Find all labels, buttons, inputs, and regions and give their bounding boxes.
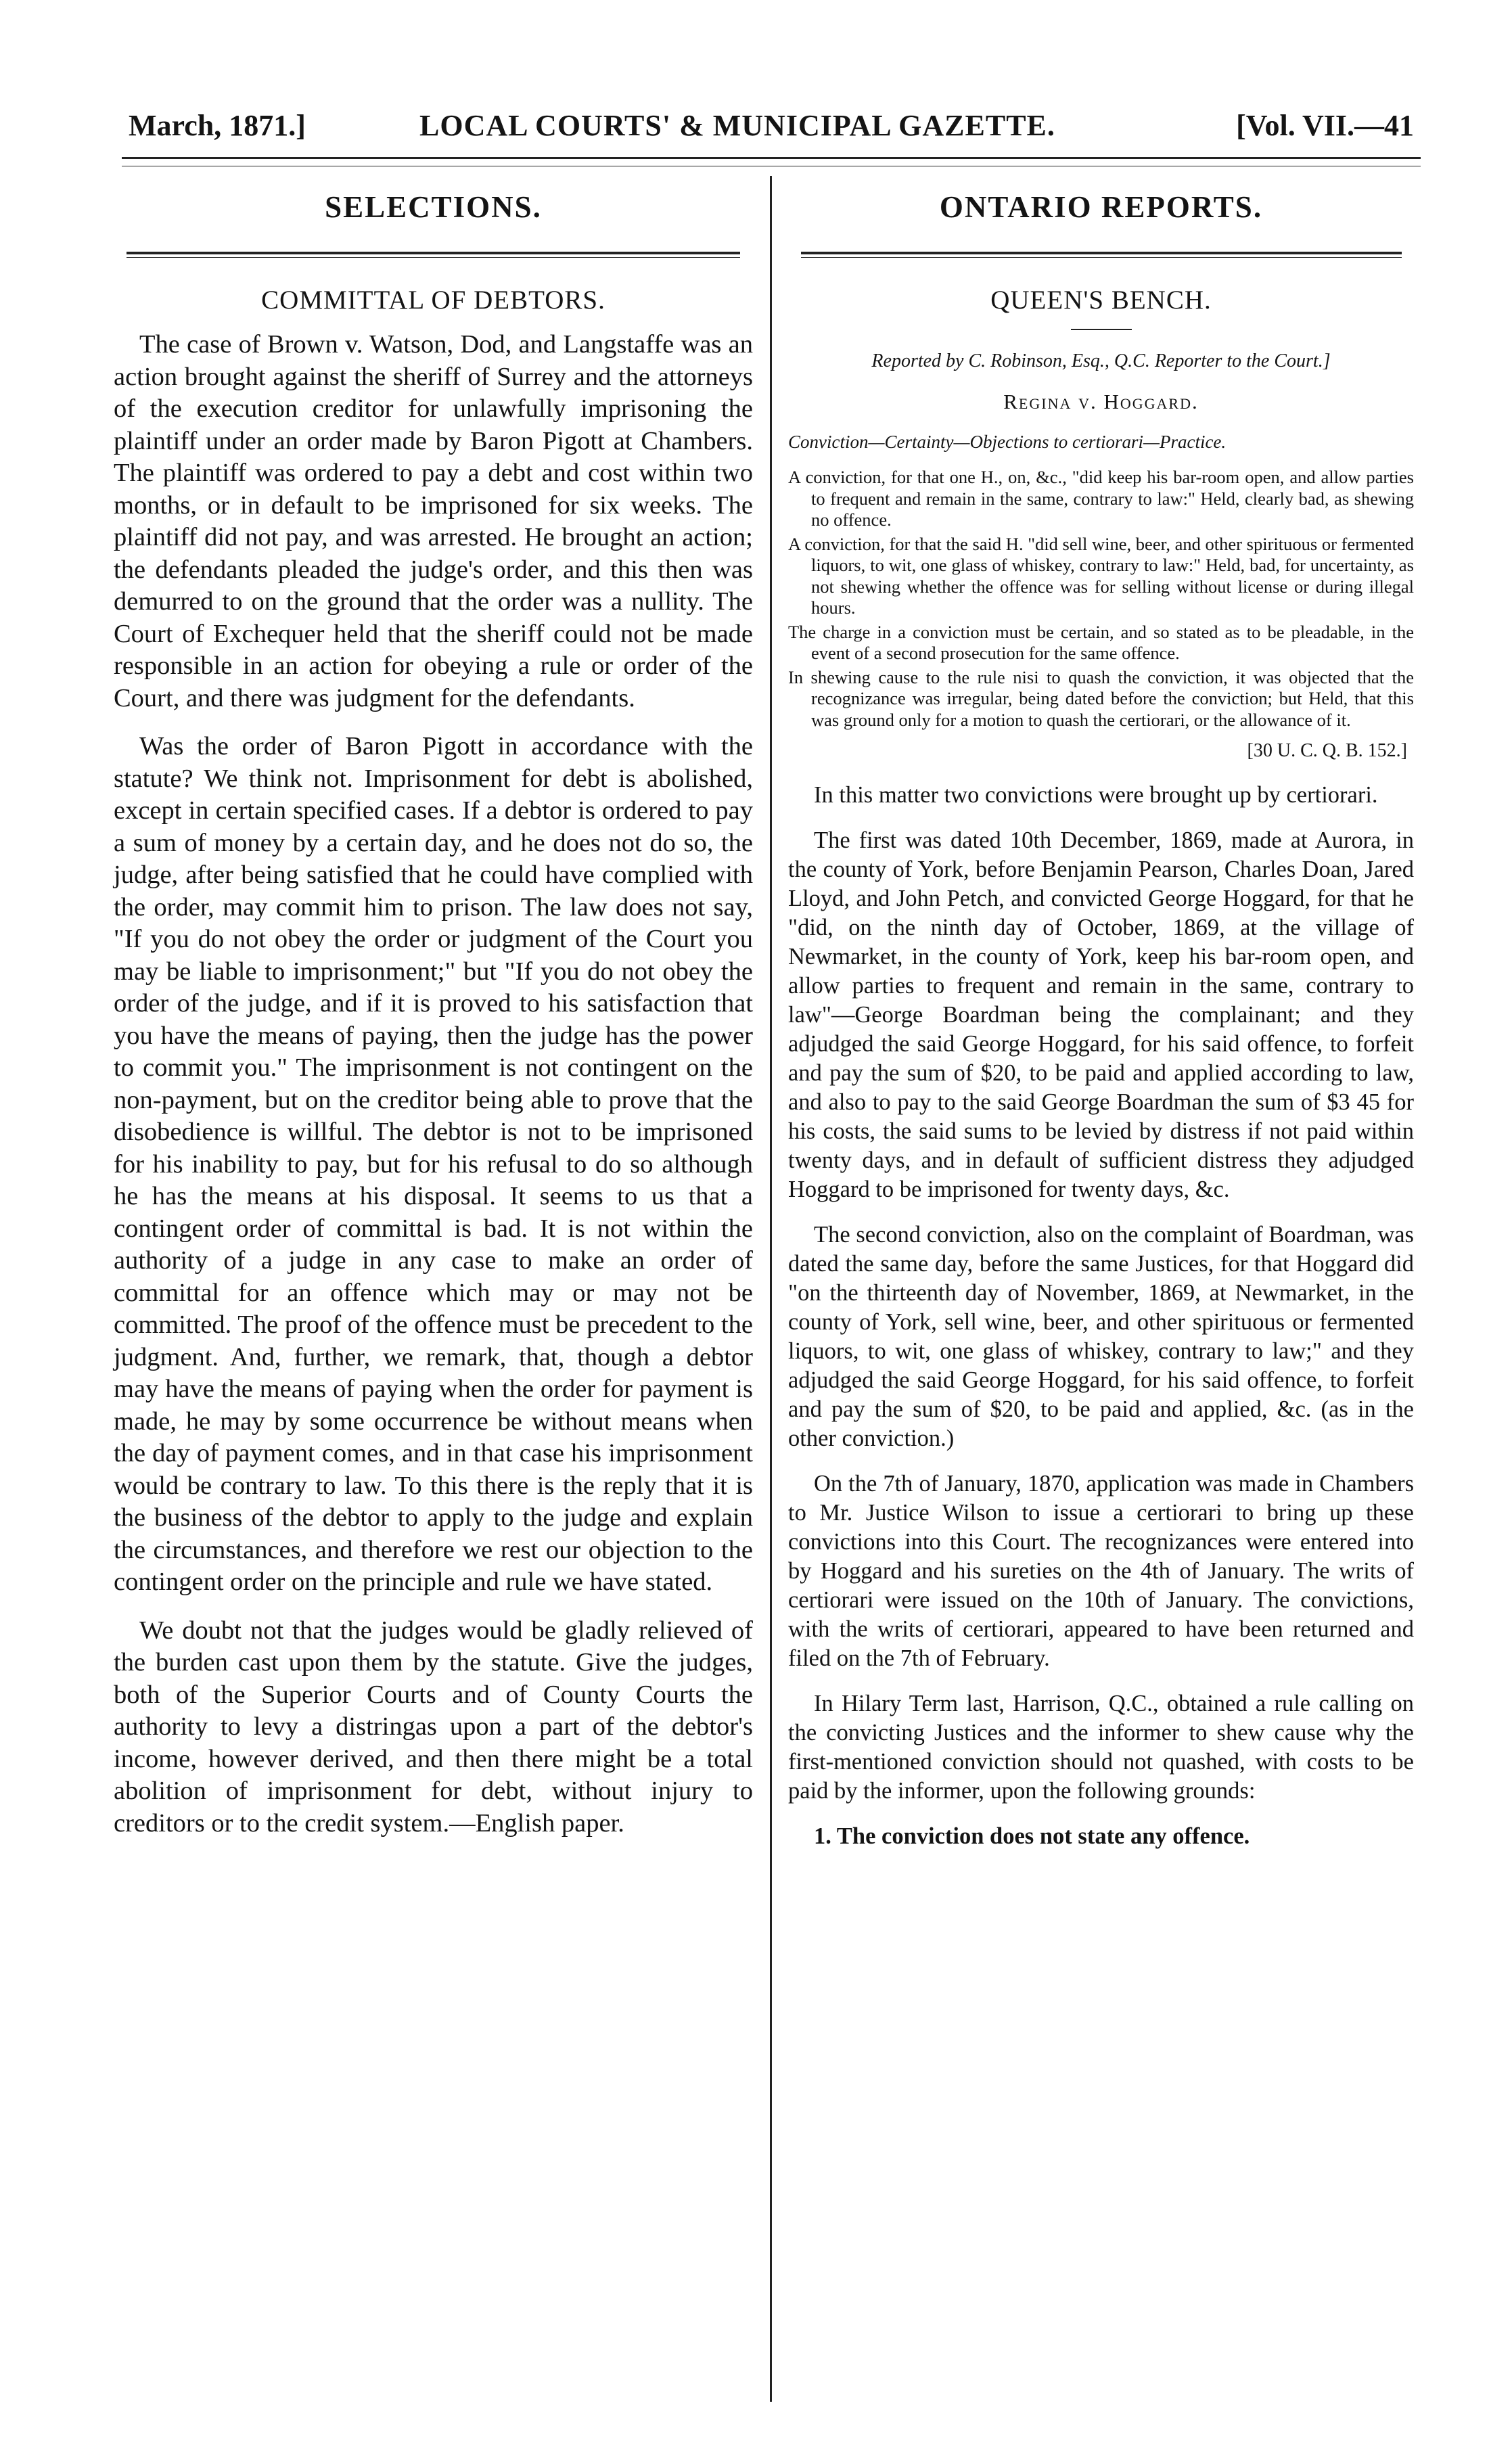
- article-paragraph: We doubt not that the judges would be gladly relieved of the burden cast upon them by the statute. Give the judges, both of the Superior Courts and of County Courts the authority to levy a distringas upon a part of the debtor's income, however derived, and then there might be a total abolition of imprisonment for debt, without injury to creditors or to the credit system.—English paper.: [114, 1616, 753, 1838]
- headnote: In shewing cause to the rule nisi to quash the conviction, it was objected that the recognizance was irregular, being dated before the conviction; but Held, that this was ground only for a motion to quash the certiorari, or the allowance of it.: [788, 666, 1414, 730]
- report-paragraph: The second conviction, also on the complaint of Boardman, was dated the same day, before the same Justices, for that Hoggard did "on the thirteenth day of November, 1869, at Newmarket, in the county of York, sell wine, beer, and other spirituous or fermented liquors, to wit, one glass of whiskey, contrary to law;" and they adjudged the said George Hoggard, for his said offence, to forfeit and pay the sum of $20, to be paid and applied, &c. (as in the other conviction.): [788, 1222, 1414, 1451]
- page-header: [129, 101, 1414, 149]
- column-divider: [770, 176, 772, 2402]
- report-paragraph: In Hilary Term last, Harrison, Q.C., obtained a rule calling on the convicting Justices and the informer to shew cause why the first-mentioned conviction should not quashed, with costs to be paid by the informer, upon the following grounds:: [788, 1691, 1414, 1804]
- section-title-ontario-reports: ONTARIO REPORTS.: [939, 190, 1263, 224]
- report-paragraph: The first was dated 10th December, 1869, made at Aurora, in the county of York, before Benjamin Pearson, Charles Doan, Jared Lloyd, and John Petch, and convicted George Hoggard, for that he "did, on the ninth day of October, 1869, at the village of Newmarket, in the county of York, keep his bar-room open, and allow parties to frequent and remain in the same, contrary to law"—George Boardman being the complainant; and they adjudged the said George Hoggard, for his said offence, to forfeit and pay the sum of $20, to be paid and applied according to law, and also to pay to the said George Boardman the sum of $3 45 for his costs, the said sums to be levied by distress if not paid within twenty days, and in default of sufficient distress they adjudged Hoggard to be imprisoned for twenty days, &c.: [788, 827, 1414, 1202]
- headnote: The charge in a conviction must be certain, and so stated as to be pleadable, in the event of a second prosecution for the same offence.: [788, 621, 1414, 663]
- case-name: Regina v. Hoggard.: [1003, 390, 1199, 413]
- headnote: A conviction, for that one H., on, &c., "did keep his bar-room open, and allow parties to frequent and remain in the same, contrary to law:" Held, clearly bad, as shewing no offence.: [788, 467, 1414, 530]
- header-rule: [122, 157, 1421, 166]
- short-rule: [1071, 329, 1132, 330]
- header-date: March, 1871.]: [129, 109, 306, 142]
- section-title-selections: SELECTIONS.: [325, 190, 542, 224]
- article-title: COMMITTAL OF DEBTORS.: [261, 286, 605, 315]
- headnote: A conviction, for that the said H. "did sell wine, beer, and other spirituous or fermented liquors, to wit, one glass of whiskey, contrary to law:" Held, bad, for uncertainty, as not shewing whether the offence was for selling without license or during illegal hours.: [788, 533, 1414, 618]
- reporter-line: Reported by C. Robinson, Esq., Q.C. Reporter to the Court.]: [871, 350, 1331, 371]
- left-column: [114, 183, 753, 1840]
- header-volume-page: [Vol. VII.—41: [1236, 109, 1414, 142]
- section-rule: [801, 252, 1402, 258]
- catchwords: Conviction—Certainty—Objections to certiorari—Practice.: [788, 432, 1227, 452]
- ground-item: 1. The conviction does not state any offence.: [814, 1823, 1250, 1849]
- section-rule: [127, 252, 740, 258]
- report-paragraph: On the 7th of January, 1870, application was made in Chambers to Mr. Justice Wilson to issue a certiorari to bring up these convictions into this Court. The recognizances were entered into by Hoggard and his sureties on the 4th of January. The writs of certiorari were issued on the 10th of January. The convictions, with the writs of certiorari, appeared to have been returned and filed on the 7th of February.: [788, 1471, 1414, 1671]
- header-journal-title: LOCAL COURTS' & MUNICIPAL GAZETTE.: [419, 109, 1055, 142]
- article-paragraph: Was the order of Baron Pigott in accordance with the statute? We think not. Imprisonment for debt is abolished, except in certain specified cases. If a debtor is ordered to pay a sum of money by a certain day, and he does not do so, the judge, after being satisfied that he could have complied with the order, may commit him to prison. The law does not say, "If you do not obey the order or judgment of the Court you may be liable to imprisonment;" but "If you do not obey the order of the judge, and if it is proved to his satisfaction that you have the means of paying, then the judge has the power to commit you." The imprisonment is not contingent on the non-payment, but on the creditor being able to prove that the disobedience is willful. The debtor is not to be imprisoned for his inability to pay, but for his refusal to do so although he has the means at his disposal. It seems to us that a contingent order of committal is bad. It is not within the authority of a judge in any case to make an order of committal for an offence which may or may not be committed. The proof of the offence must be precedent to the judgment. And, further, we remark, that, though a debtor may have the means of paying when the order for payment is made, he may by some occurrence be without means when the day of payment comes, and in that case his imprisonment would be contrary to law. To this there is the reply that it is the business of the debtor to apply to the judge and explain the circumstances, and therefore we rest our objection to the contingent order on the principle and rule we have stated.: [114, 732, 753, 1596]
- article-paragraph: The case of Brown v. Watson, Dod, and Langstaffe was an action brought against the sheriff of Surrey and the attorneys of the execution creditor for unlawfully imprisoning the plaintiff under an order made by Baron Pigott at Chambers. The plaintiff was ordered to pay a debt and cost within two months, or in default to be imprisoned for six weeks. The plaintiff did not pay, and was arrested. He brought an action; the defendants pleaded the judge's order, and this then was demurred to on the ground that the order was a nullity. The Court of Exchequer held that the sheriff could not be made responsible in an action for obeying a rule or order of the Court, and there was judgment for the defendants.: [114, 330, 753, 712]
- report-citation: [30 U. C. Q. B. 152.]: [1247, 740, 1407, 761]
- court-name: QUEEN'S BENCH.: [990, 286, 1212, 315]
- right-column: [788, 183, 1414, 1851]
- report-paragraph: In this matter two convictions were brought up by certiorari.: [814, 782, 1378, 808]
